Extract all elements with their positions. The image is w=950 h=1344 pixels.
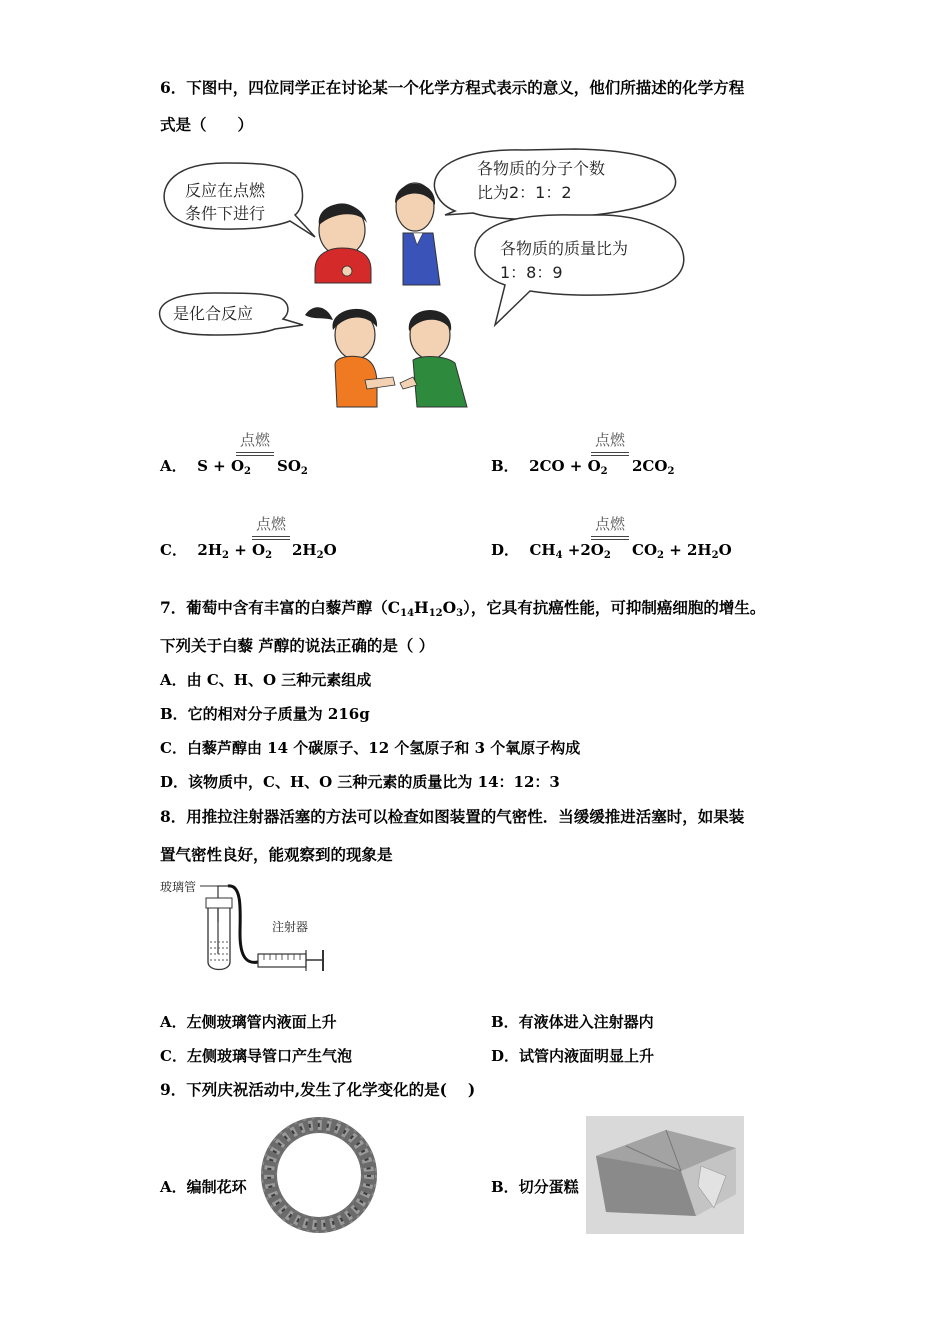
q7-option-c[interactable]: C．白藜芦醇由 14 个碳原子、12 个氢原子和 3 个氧原子构成 [160,739,581,757]
q6-option-c[interactable]: C． $2H_2 + O_2$ [160,541,273,561]
q8-option-b[interactable]: B．有液体进入注射器内 [491,1013,654,1031]
q7-option-d[interactable]: D．该物质中，C、H、O 三种元素的质量比为 14：12：3 [160,773,560,791]
q7-option-b[interactable]: B．它的相对分子质量为 216g [160,705,370,723]
q6-stem-line1: 6．下图中，四位同学正在讨论某一个化学方程式表示的意义，他们所描述的化学方程 [160,78,745,97]
bubble-condition-line2: 条件下进行 [185,204,266,223]
cake-photo-drawing [586,1116,744,1234]
flower-wreath-drawing [258,1114,380,1236]
q9-option-a[interactable]: A．编制花环 [160,1178,247,1196]
q6-option-a[interactable]: A． $S + O_2$ [160,457,251,477]
q6-option-c-condition: 点燃 [255,515,286,533]
q6-option-b-product: $2CO_2$ [632,457,675,477]
bubble-condition-line1: 反应在点燃 [185,181,266,200]
q8-option-c[interactable]: C．左侧玻璃导管口产生气泡 [160,1047,352,1065]
q8-option-a[interactable]: A．左侧玻璃管内液面上升 [160,1013,337,1031]
q8-option-d[interactable]: D．试管内液面明显上升 [491,1047,655,1065]
q7-option-a[interactable]: A．由 C、H、O 三种元素组成 [160,671,372,689]
bubble-ratio-line1: 各物质的分子个数 [477,159,606,178]
label-syringe: 注射器 [272,920,309,934]
q7-stem-line2: 下列关于白藜 芦醇的说法正确的是（ ） [160,636,435,655]
q8-stem-line2: 置气密性良好，能观察到的现象是 [160,845,393,864]
cake-image [586,1116,744,1234]
q6-discussion-illustration [155,145,695,415]
bubble-ratio-line2: 比为2：1：2 [477,183,572,202]
q6-option-d-product: $CO_2 + 2H_2O$ [632,541,732,561]
q8-apparatus-diagram [158,874,338,979]
q8-stem-line1: 8．用推拉注射器活塞的方法可以检查如图装置的气密性．当缓缓推进活塞时，如果装 [160,807,745,826]
q9-stem: 9．下列庆祝活动中,发生了化学变化的是( ) [160,1080,476,1099]
q6-option-a-condition: 点燃 [239,431,270,449]
label-glass-tube: 玻璃管 [160,880,197,894]
wreath-image [258,1114,380,1236]
q9-option-b[interactable]: B．切分蛋糕 [491,1178,579,1196]
bubble-mass-line1: 各物质的质量比为 [500,239,629,258]
q6-option-b-condition: 点燃 [594,431,625,449]
q6-option-b[interactable]: B． $2CO + O_2$ [491,457,608,477]
q6-option-c-product: $2H_2O$ [292,541,337,561]
q6-option-d[interactable]: D． $CH_4 +2O_2$ [491,541,611,561]
q6-option-d-condition: 点燃 [594,515,625,533]
q6-stem-line2: 式是（ ） [160,115,254,134]
q7-stem-line1: 7．葡萄中含有丰富的白藜芦醇$(C_{14}H_{12}O_3)$，它具有抗癌性能，可抑制癌细胞的增生。 [160,598,766,619]
bubble-combination: 是化合反应 [173,304,254,323]
q6-option-a-product: $SO_2$ [277,457,308,477]
bubble-mass-line2: 1：8：9 [500,263,563,282]
